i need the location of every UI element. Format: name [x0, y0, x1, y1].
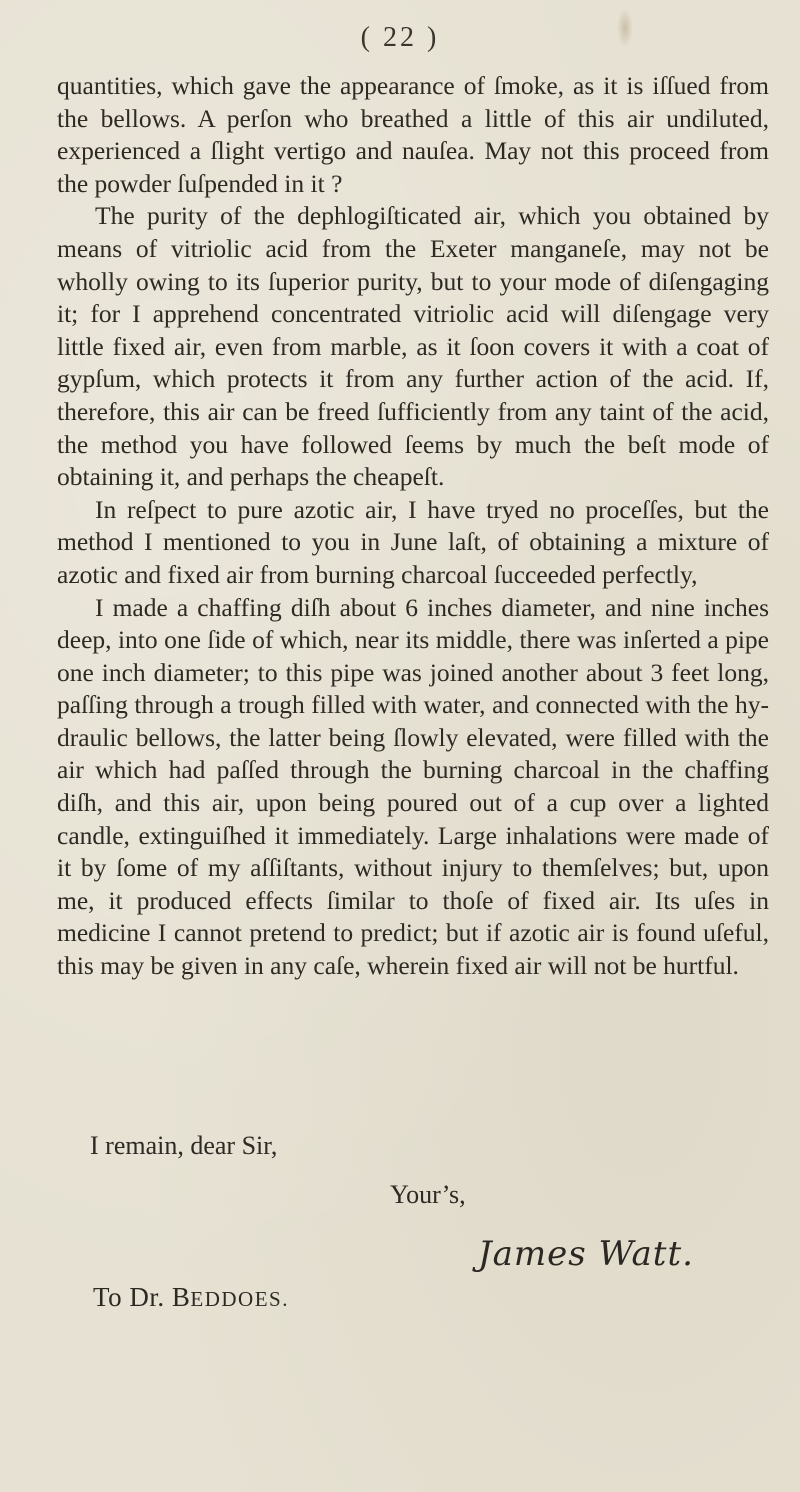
- page-number: ( 22 ): [360, 22, 440, 53]
- closing-line: I remain, dear Sir,: [90, 1131, 278, 1160]
- paragraph-1: quantities, which gave the appearance of ſmoke, as it is iſſued from the bellows. A perſon who breathed a little of this air undiluted, experienced a ſlight vertigo and nauſea. May not this proceed from the powder ſuſpended in it ?: [57, 71, 769, 198]
- addressee-prefix: To Dr. B: [93, 1282, 191, 1312]
- addressee: [93, 1282, 289, 1313]
- addressee-smallcaps: EDDOES.: [190, 1287, 289, 1311]
- paragraph-2: The purity of the dephlogiſticated air, which you obtained by means of vitriolic acid from the Exeter manganeſe, may not be wholly owing to its ſuperior purity, but to your mode of diſengaging it; for I apprehend concentrated vitriolic acid will diſengage very little fixed air, even from marble, as it ſoon covers it with a coat of gypſum, which protects it from any further action of the acid. If, therefore, this air can be freed ſufficiently from any taint of the acid, the method you have followed ſeems by much the beſt mode of obtaining it, and perhaps the cheapeſt.: [57, 201, 769, 492]
- paragraph-4: I made a chaffing diſh about 6 inches diameter, and nine inches deep, into one ſide of which, near its middle, there was inſerted a pipe one inch diameter; to this pipe was joined another about 3 feet long, paſſing through a trough filled with water, and connected with the hydraulic bellows, the latter being ſlowly elevated, were filled with the air which had paſſed through the burning charcoal in the chaffing diſh, and this air, upon being poured out of a cup over a lighted candle, extinguiſhed it immediately. Large inhalations were made of it by ſome of my aſſiſtants, without injury to themſelves; but, upon me, it produced effects ſimilar to thoſe of fixed air. Its uſes in medicine I cannot pretend to predict; but if azotic air is found uſeful, this may be given in any caſe, wherein fixed air will not be hurtful.: [57, 592, 769, 981]
- signature: James Watt.: [478, 1234, 694, 1274]
- letter-body: [57, 70, 769, 983]
- paragraph-3: In reſpect to pure azotic air, I have tryed no proceſſes, but the method I mentioned to you in June laſt, of obtaining a mixture of azotic and fixed air from burning charcoal ſucceeded perfectly,: [57, 494, 769, 589]
- valediction: Your’s,: [390, 1180, 466, 1209]
